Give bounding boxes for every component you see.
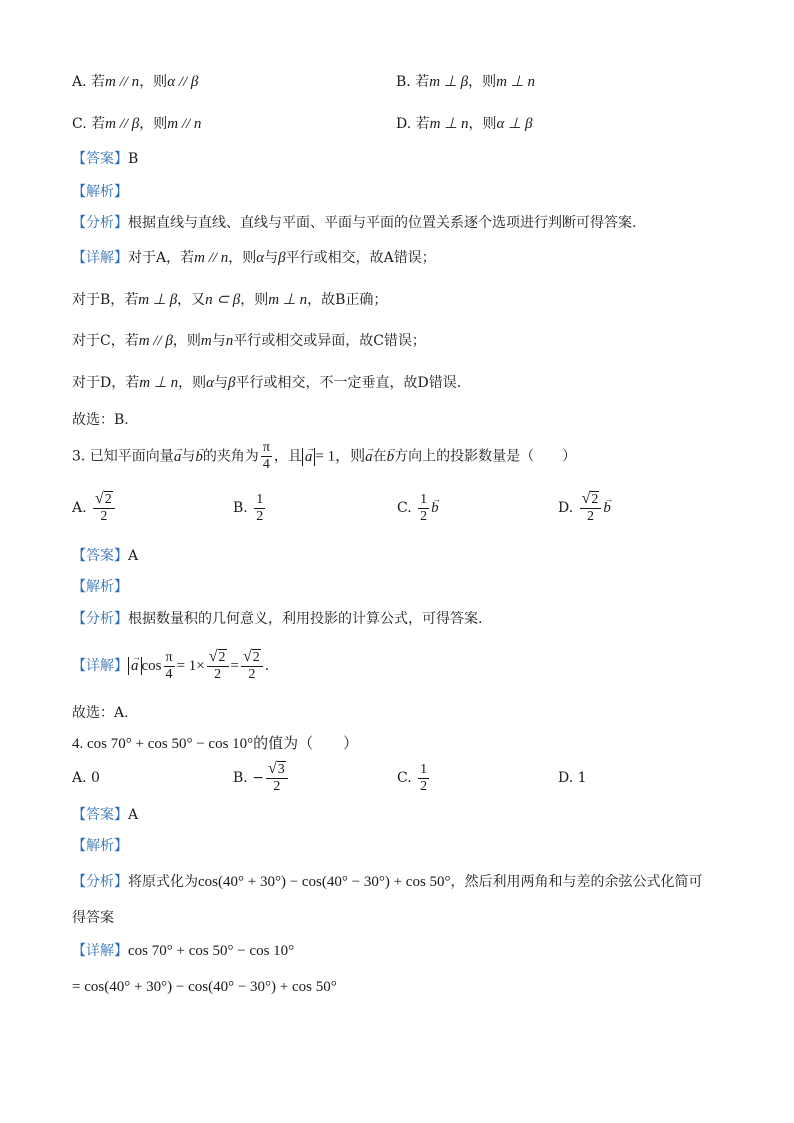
q4-option-c: C. $\frac{1}{2}$ <box>397 761 428 794</box>
q2-option-b: B. 若m ⊥ β，则m ⊥ n <box>396 74 535 90</box>
q2-answer: 【答案】B <box>72 151 139 167</box>
q3-option-d: D. √ 2 2 → b <box>558 490 614 524</box>
angle-fraction: $\frac{\pi}{4}$ <box>262 440 270 472</box>
q4-option-d: D. 1 <box>558 770 587 786</box>
q3-answer: 【答案】A <box>72 548 139 564</box>
abs-vector-a: → a <box>302 448 316 466</box>
q4-fenxi: 【分析】将原式化为cos(40° + 30°) − cos(40° − 30°) + cos 50°，然后利用两角和与差的余弦公式化简可 <box>72 874 703 890</box>
q4-detail: 【详解】cos 70° + cos 50° − cos 10° <box>72 943 295 959</box>
q2-fenxi: 【分析】根据直线与直线、直线与平面、平面与平面的位置关系逐个选项进行判断可得答案. <box>72 215 637 231</box>
q2-option-d: D. 若m ⊥ n，则α ⊥ β <box>396 116 533 132</box>
q3-fenxi: 【分析】根据数量积的几何意义，利用投影的计算公式，可得答案. <box>72 611 483 627</box>
q3-stem: 3. 已知平面向量 → a与 → b的夹角为 $\frac{\pi}{4}$ ，且 → a = 1，则 → a在 → b方向上的投影数量是（ ） <box>72 440 577 472</box>
q2-choose: 故选：B. <box>72 412 129 428</box>
q4-stem: 4. cos 70° + cos 50° − cos 10°的值为（ ） <box>72 736 359 752</box>
q4-option-a: A. 0 <box>72 770 100 786</box>
q2-detail-c: 对于C，若m // β，则m与n平行或相交或异面，故C错误； <box>72 333 426 349</box>
q3-analysis-heading: 【解析】 <box>72 579 128 595</box>
q4-analysis-heading: 【解析】 <box>72 838 128 854</box>
q3-detail: 【详解】 → a cos $\frac{\pi}{4}$ = 1× √ 2 2 = √ 2 2 . <box>72 648 270 682</box>
q2-option-c: C. 若m // β，则m // n <box>72 116 202 132</box>
q2-analysis-heading: 【解析】 <box>72 184 128 200</box>
q2-detail-b: 对于B，若m ⊥ β，又n ⊂ β，则m ⊥ n，故B正确； <box>72 292 388 308</box>
q4-option-b: B. − √ 3 2 <box>233 758 290 798</box>
q4-fenxi-cont: 得答案 <box>72 910 114 926</box>
vector-b: → b <box>195 442 206 465</box>
q2-detail-a: 【详解】对于A，若m // n，则α与β平行或相交，故A错误； <box>72 250 436 266</box>
vector-a: → a <box>173 442 184 465</box>
q3-option-c: C. $\frac{1}{2}$ → b <box>397 491 442 524</box>
q2-option-a: A. 若m // n，则α // β <box>72 74 199 90</box>
q4-answer: 【答案】A <box>72 807 139 823</box>
q3-choose: 故选：A. <box>72 705 129 721</box>
q3-option-a: A. √ 2 2 <box>72 488 117 528</box>
q3-option-b: B. $\frac{1}{2}$ <box>233 491 264 524</box>
q4-step-1: = cos(40° + 30°) − cos(40° − 30°) + cos 50° <box>72 979 337 995</box>
q2-detail-d: 对于D，若m ⊥ n，则α与β平行或相交，不一定垂直，故D错误. <box>72 375 462 391</box>
